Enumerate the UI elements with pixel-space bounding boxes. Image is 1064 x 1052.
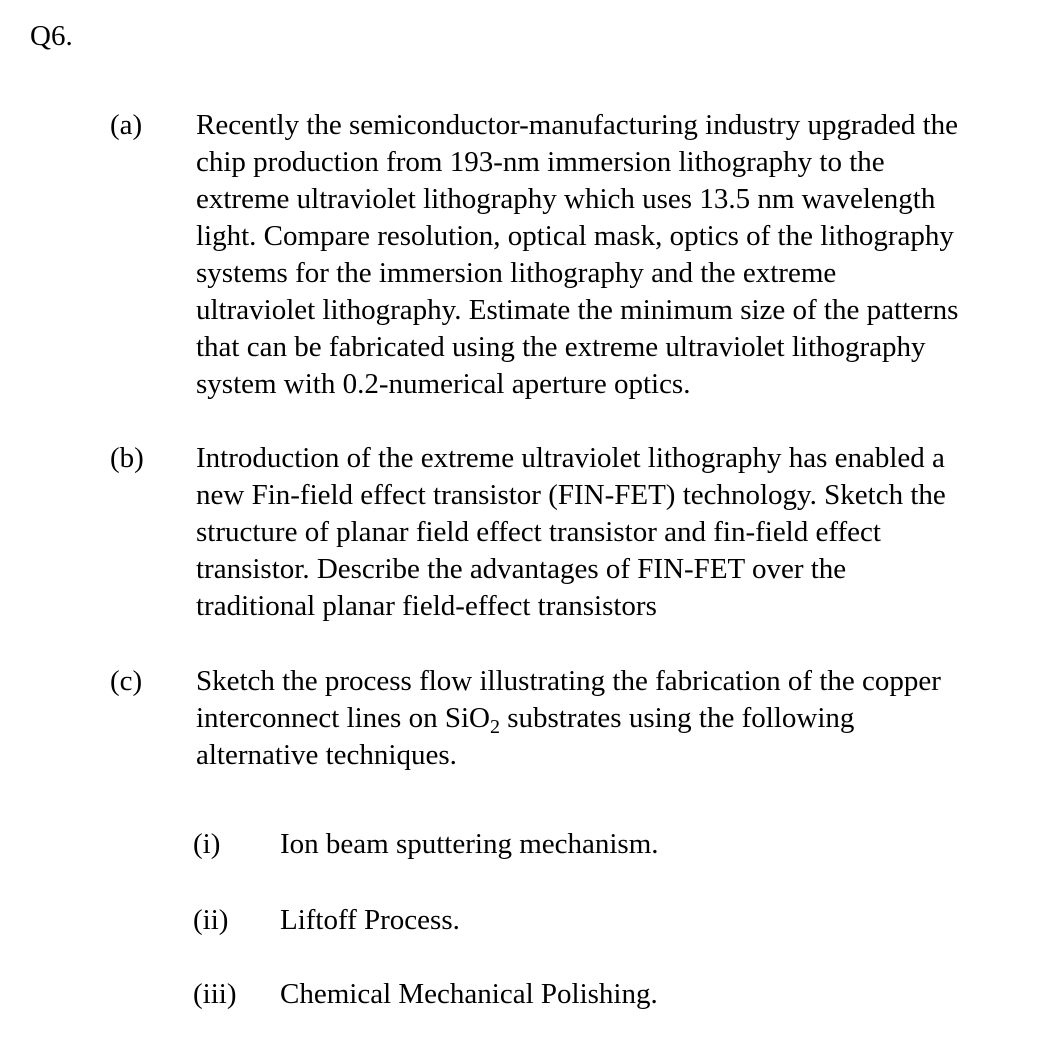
- part-a-line: systems for the immersion lithography and the extreme: [196, 257, 837, 289]
- part-c-line-sio2: [196, 700, 1056, 737]
- part-c-label: (c): [110, 665, 143, 697]
- part-a-line: that can be fabricated using the extreme ultraviolet lithography: [196, 331, 926, 363]
- subpart-ii-label: (ii): [193, 904, 229, 936]
- part-a-line: Recently the semiconductor-manufacturing industry upgraded the: [196, 109, 959, 141]
- subpart-iii-label: (iii): [193, 978, 237, 1010]
- sio2-subscript: 2: [489, 716, 500, 738]
- part-a-line: light. Compare resolution, optical mask, optics of the lithography: [196, 220, 954, 252]
- part-a-line: extreme ultraviolet lithography which uses 13.5 nm wavelength: [196, 183, 936, 215]
- part-a-text: [196, 107, 1056, 403]
- subpart-iii-text: Chemical Mechanical Polishing.: [280, 978, 658, 1010]
- part-a-line: ultraviolet lithography. Estimate the minimum size of the patterns: [196, 294, 959, 326]
- part-b-line: transistor. Describe the advantages of FIN-FET over the: [196, 553, 847, 585]
- part-b-text: [196, 440, 1056, 625]
- question-number: Q6.: [30, 20, 73, 52]
- part-c-line: Sketch the process flow illustrating the fabrication of the copper: [196, 665, 941, 697]
- part-c-line: alternative techniques.: [196, 739, 457, 771]
- subpart-i-label: (i): [193, 828, 221, 860]
- part-b-line: traditional planar field-effect transistors: [196, 590, 657, 622]
- part-a-label: (a): [110, 109, 143, 141]
- part-c-line-before: interconnect lines on SiO: [196, 702, 490, 734]
- part-c-line-after: substrates using the following: [499, 702, 855, 734]
- part-c-text: [196, 663, 1056, 774]
- part-a-line: chip production from 193-nm immersion lithography to the: [196, 146, 885, 178]
- subpart-i-text: Ion beam sputtering mechanism.: [280, 828, 659, 860]
- part-b-label: (b): [110, 442, 144, 474]
- part-b-line: Introduction of the extreme ultraviolet lithography has enabled a: [196, 442, 945, 474]
- part-a-line: system with 0.2-numerical aperture optics.: [196, 368, 691, 400]
- part-b-line: structure of planar field effect transistor and fin-field effect: [196, 516, 881, 548]
- part-b-line: new Fin-field effect transistor (FIN-FET) technology. Sketch the: [196, 479, 946, 511]
- subpart-ii-text: Liftoff Process.: [280, 904, 460, 936]
